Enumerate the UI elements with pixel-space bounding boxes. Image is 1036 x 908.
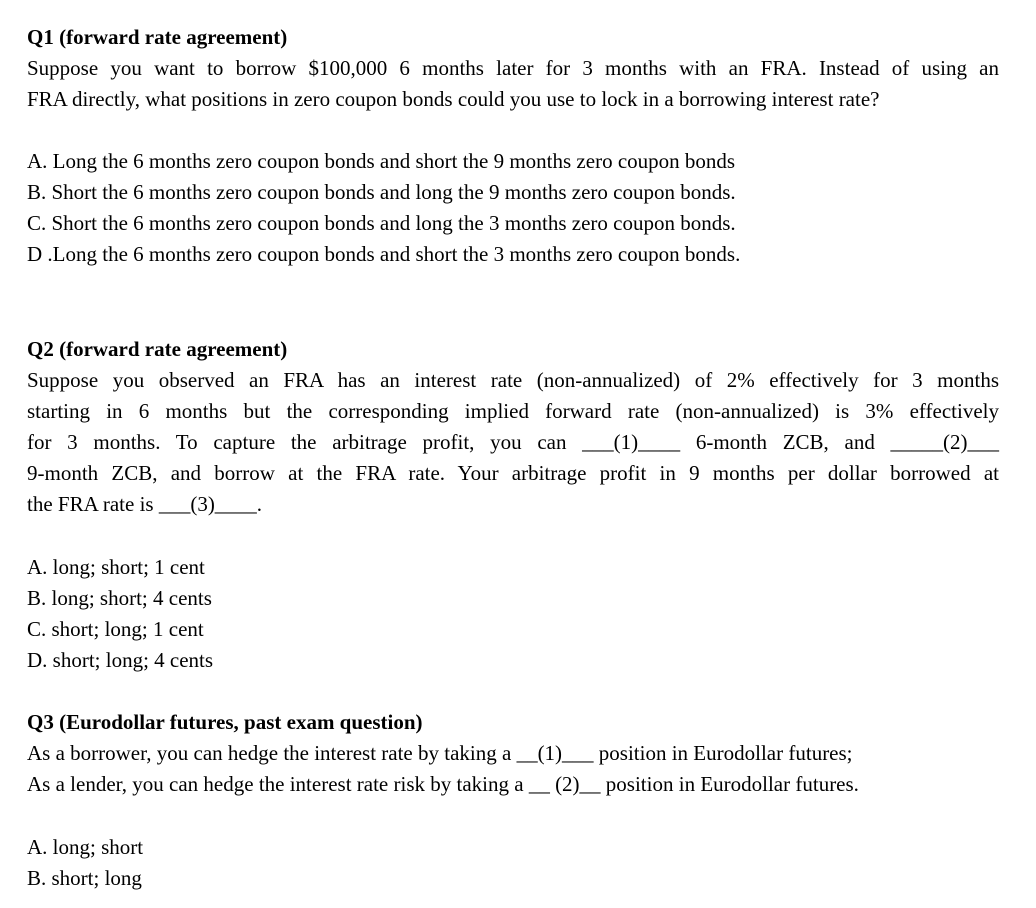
q3-stem-line-1: As a borrower, you can hedge the interest rate by taking a __(1)___ position in Eurodollar futures;	[27, 741, 853, 765]
q2-option-d: D. short; long; 4 cents	[27, 648, 214, 672]
q2-option-c: C. short; long; 1 cent	[27, 617, 204, 641]
q2-stem-line-1: Suppose you observed an FRA has an interest rate (non-annualized) of 2% effectively for 3 months	[27, 368, 999, 392]
q2-stem-line-3: for 3 months. To capture the arbitrage profit, you can ___(1)____ 6-month ZCB, and _____(2)___	[27, 430, 999, 454]
q2-title: Q2 (forward rate agreement)	[27, 337, 288, 361]
q2-stem-line-2: starting in 6 months but the corresponding implied forward rate (non-annualized) is 3% effectively	[27, 399, 999, 423]
q1-option-a: A. Long the 6 months zero coupon bonds and short the 9 months zero coupon bonds	[27, 149, 736, 173]
q3-title: Q3 (Eurodollar futures, past exam question)	[27, 710, 423, 734]
q1-option-b: B. Short the 6 months zero coupon bonds and long the 9 months zero coupon bonds.	[27, 180, 736, 204]
q2-option-b: B. long; short; 4 cents	[27, 586, 212, 610]
q3-option-b: B. short; long	[27, 866, 142, 890]
q2-stem-line-5: the FRA rate is ___(3)____.	[27, 492, 263, 516]
q3-option-a: A. long; short	[27, 835, 144, 859]
q1-title: Q1 (forward rate agreement)	[27, 25, 288, 49]
q1-option-c: C. Short the 6 months zero coupon bonds and long the 3 months zero coupon bonds.	[27, 211, 736, 235]
q1-option-d: D .Long the 6 months zero coupon bonds and short the 3 months zero coupon bonds.	[27, 242, 741, 266]
q2-stem-line-4: 9-month ZCB, and borrow at the FRA rate. Your arbitrage profit in 9 months per dollar borrowed at	[27, 461, 999, 485]
q2-option-a: A. long; short; 1 cent	[27, 555, 205, 579]
q1-stem-line-1: Suppose you want to borrow $100,000 6 months later for 3 months with an FRA. Instead of using an	[27, 56, 999, 80]
q1-stem-line-2: FRA directly, what positions in zero coupon bonds could you use to lock in a borrowing interest rate?	[27, 87, 880, 111]
q3-stem-line-2: As a lender, you can hedge the interest rate risk by taking a __ (2)__ position in Eurodollar futures.	[27, 772, 859, 796]
